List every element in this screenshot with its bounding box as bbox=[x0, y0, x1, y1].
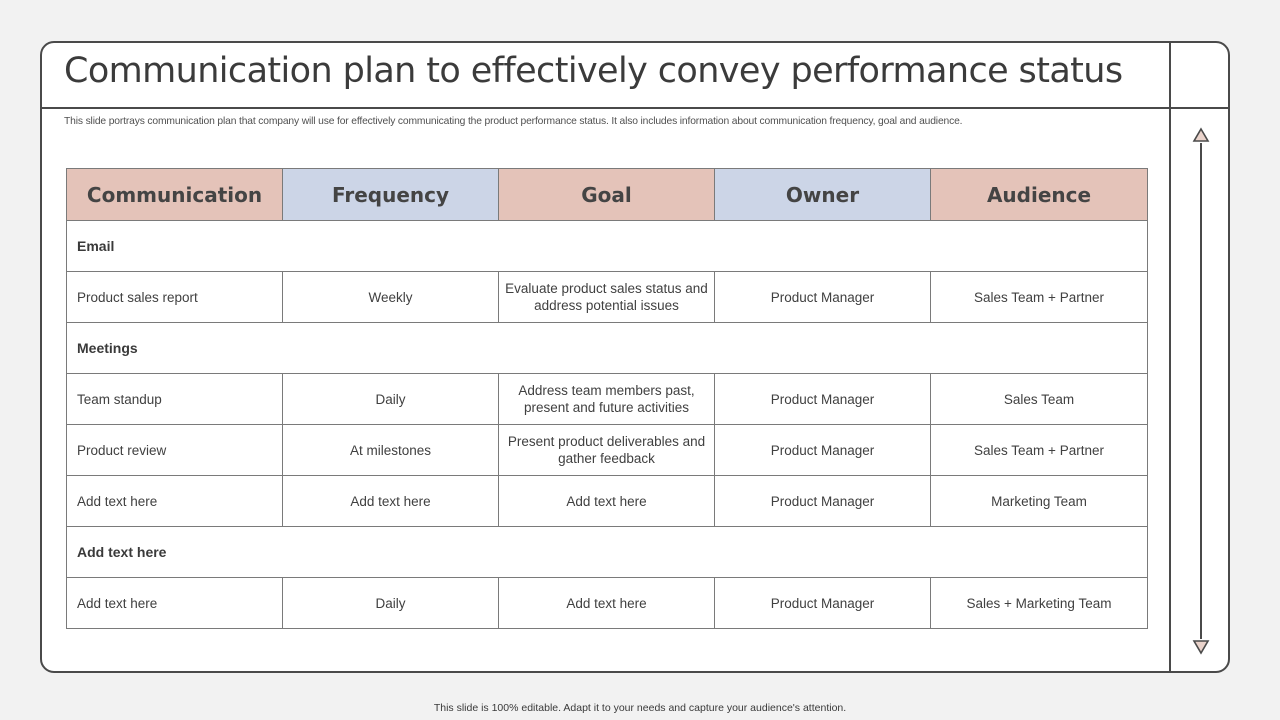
scroll-track[interactable] bbox=[1200, 143, 1202, 639]
header-goal: Goal bbox=[499, 169, 715, 221]
cell-audience: Sales + Marketing Team bbox=[931, 578, 1148, 629]
footer-note: This slide is 100% editable. Adapt it to your needs and capture your audience's attention. bbox=[433, 702, 847, 714]
header-communication: Communication bbox=[67, 169, 283, 221]
triangle-up-icon[interactable] bbox=[1192, 127, 1210, 143]
cell-communication: Product sales report bbox=[67, 272, 283, 323]
header-frequency: Frequency bbox=[283, 169, 499, 221]
cell-communication: Team standup bbox=[67, 374, 283, 425]
cell-owner: Product Manager bbox=[715, 272, 931, 323]
side-divider bbox=[1169, 43, 1171, 671]
cell-owner: Product Manager bbox=[715, 425, 931, 476]
cell-goal: Add text here bbox=[499, 578, 715, 629]
cell-owner: Product Manager bbox=[715, 476, 931, 527]
table-row bbox=[67, 578, 1148, 629]
triangle-down-icon[interactable] bbox=[1192, 639, 1210, 655]
group-label-email: Email bbox=[67, 221, 1148, 272]
cell-audience: Sales Team bbox=[931, 374, 1148, 425]
slide-subtitle: This slide portrays communication plan that company will use for effectively communicating the product performance status. It also includes information about communication frequency, goal and audience. bbox=[64, 116, 963, 127]
cell-goal: Address team members past, present and future activities bbox=[499, 374, 715, 425]
cell-communication: Add text here bbox=[67, 476, 283, 527]
table-header-row bbox=[67, 169, 1148, 221]
slide-title: Communication plan to effectively convey performance status bbox=[64, 51, 1123, 91]
cell-communication: Add text here bbox=[67, 578, 283, 629]
cell-communication: Product review bbox=[67, 425, 283, 476]
table-group-row bbox=[67, 323, 1148, 374]
header-owner: Owner bbox=[715, 169, 931, 221]
communication-plan-table bbox=[66, 168, 1148, 629]
table-group-row bbox=[67, 527, 1148, 578]
header-audience: Audience bbox=[931, 169, 1148, 221]
table-row bbox=[67, 374, 1148, 425]
cell-owner: Product Manager bbox=[715, 374, 931, 425]
side-header-box bbox=[1171, 43, 1228, 109]
group-label-custom: Add text here bbox=[67, 527, 1148, 578]
table-row bbox=[67, 425, 1148, 476]
table-row bbox=[67, 272, 1148, 323]
cell-audience: Marketing Team bbox=[931, 476, 1148, 527]
cell-frequency: Daily bbox=[283, 374, 499, 425]
table-row bbox=[67, 476, 1148, 527]
cell-frequency: At milestones bbox=[283, 425, 499, 476]
cell-goal: Evaluate product sales status and address potential issues bbox=[499, 272, 715, 323]
cell-frequency: Daily bbox=[283, 578, 499, 629]
cell-audience: Sales Team + Partner bbox=[931, 425, 1148, 476]
table-group-row bbox=[67, 221, 1148, 272]
title-bar bbox=[42, 43, 1170, 109]
cell-frequency: Add text here bbox=[283, 476, 499, 527]
slide-frame bbox=[40, 41, 1230, 673]
cell-owner: Product Manager bbox=[715, 578, 931, 629]
group-label-meetings: Meetings bbox=[67, 323, 1148, 374]
cell-goal: Add text here bbox=[499, 476, 715, 527]
cell-audience: Sales Team + Partner bbox=[931, 272, 1148, 323]
cell-goal: Present product deliverables and gather feedback bbox=[499, 425, 715, 476]
cell-frequency: Weekly bbox=[283, 272, 499, 323]
